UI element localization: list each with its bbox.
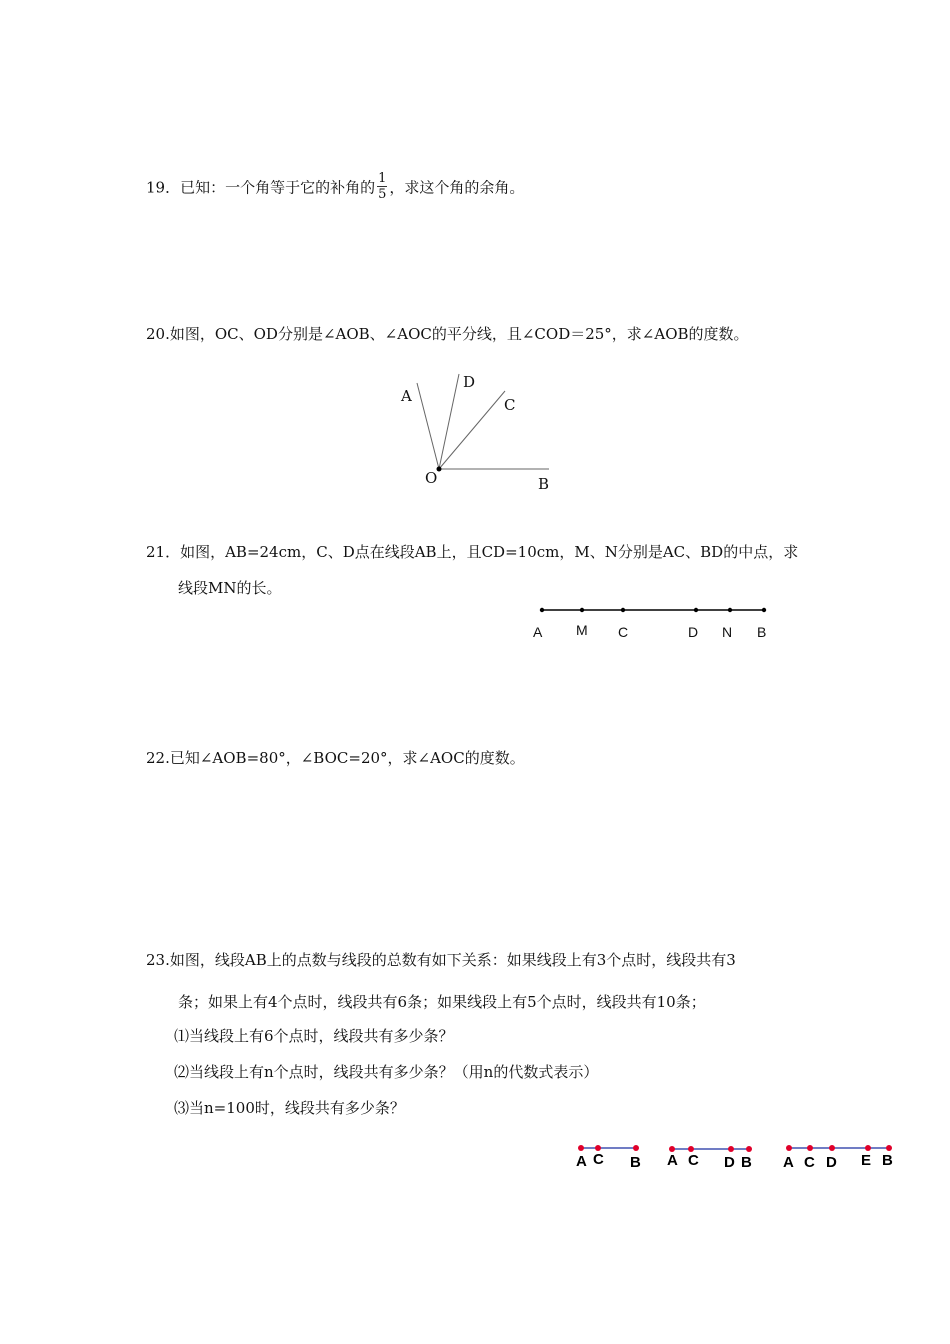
fig3-label-c: C [804, 1154, 815, 1171]
q19-prefix: 19．已知：一个角等于它的补角的 [146, 178, 376, 197]
seg-label-n: N [722, 624, 733, 640]
q19-suffix: ，求这个角的余角。 [389, 178, 525, 197]
label-d: D [463, 373, 476, 391]
seg-label-a: A [533, 624, 543, 640]
seg-label-m: M [576, 622, 588, 638]
q21-line1: 21．如图，AB=24cm，C、D点在线段AB上，且CD=10cm，M、N分别是AC、BD的中点，求 [146, 543, 799, 561]
fig2-point-d [728, 1146, 734, 1152]
fig2-label-d: D [724, 1154, 735, 1171]
q23-figure-2 [667, 1146, 752, 1171]
fig3-point-d [829, 1145, 835, 1151]
seg-label-b: B [757, 624, 767, 640]
fig1-point-a [578, 1145, 584, 1151]
fig3-point-b [886, 1145, 892, 1151]
q23-figure-1 [576, 1145, 641, 1171]
label-a: A [401, 387, 412, 405]
q23-line1: 23.如图，线段AB上的点数与线段的总数有如下关系：如果线段上有3个点时，线段共有3 [146, 951, 736, 969]
seg-label-c: C [618, 624, 629, 640]
q23-sub3: ⑶当n=100时，线段共有多少条？ [174, 1099, 405, 1117]
fig1-label-c: C [593, 1151, 604, 1168]
seg-label-d: D [688, 624, 699, 640]
fig1-label-a: A [576, 1153, 587, 1170]
fig3-point-e [865, 1145, 871, 1151]
q23-figure-3 [783, 1145, 893, 1171]
q20-text: 20.如图，OC、OD分别是∠AOB、∠AOC的平分线，且∠COD＝25°，求∠AOB的度数。 [146, 325, 749, 343]
fig1-label-b: B [630, 1154, 641, 1171]
q19-frac-denominator: 5 [378, 187, 387, 202]
fig3-label-b: B [882, 1152, 893, 1169]
fig3-point-a [786, 1145, 792, 1151]
label-b: B [538, 475, 550, 493]
fig3-label-d: D [826, 1154, 837, 1171]
q22-text: 22.已知∠AOB=80°，∠BOC=20°，求∠AOC的度数。 [146, 749, 525, 767]
q23-line2: 条；如果上有4个点时，线段共有6条；如果线段上有5个点时，线段共有10条； [178, 993, 706, 1011]
label-c: C [504, 396, 516, 414]
fig3-label-e: E [861, 1152, 872, 1169]
q21-line2: 线段MN的长。 [178, 579, 282, 597]
fig2-label-a: A [667, 1152, 678, 1169]
label-o: O [425, 469, 438, 487]
fig2-label-b: B [741, 1154, 752, 1171]
fig1-point-b [633, 1145, 639, 1151]
q19-frac-numerator: 1 [378, 171, 387, 186]
fig3-label-a: A [783, 1154, 794, 1171]
q23-sub1: ⑴当线段上有6个点时，线段共有多少条？ [174, 1027, 454, 1045]
q23-sub2: ⑵当线段上有n个点时，线段共有多少条？（用n的代数式表示） [174, 1063, 599, 1081]
fig2-label-c: C [688, 1152, 699, 1169]
fig3-point-c [807, 1145, 813, 1151]
fig2-point-b [746, 1146, 752, 1152]
